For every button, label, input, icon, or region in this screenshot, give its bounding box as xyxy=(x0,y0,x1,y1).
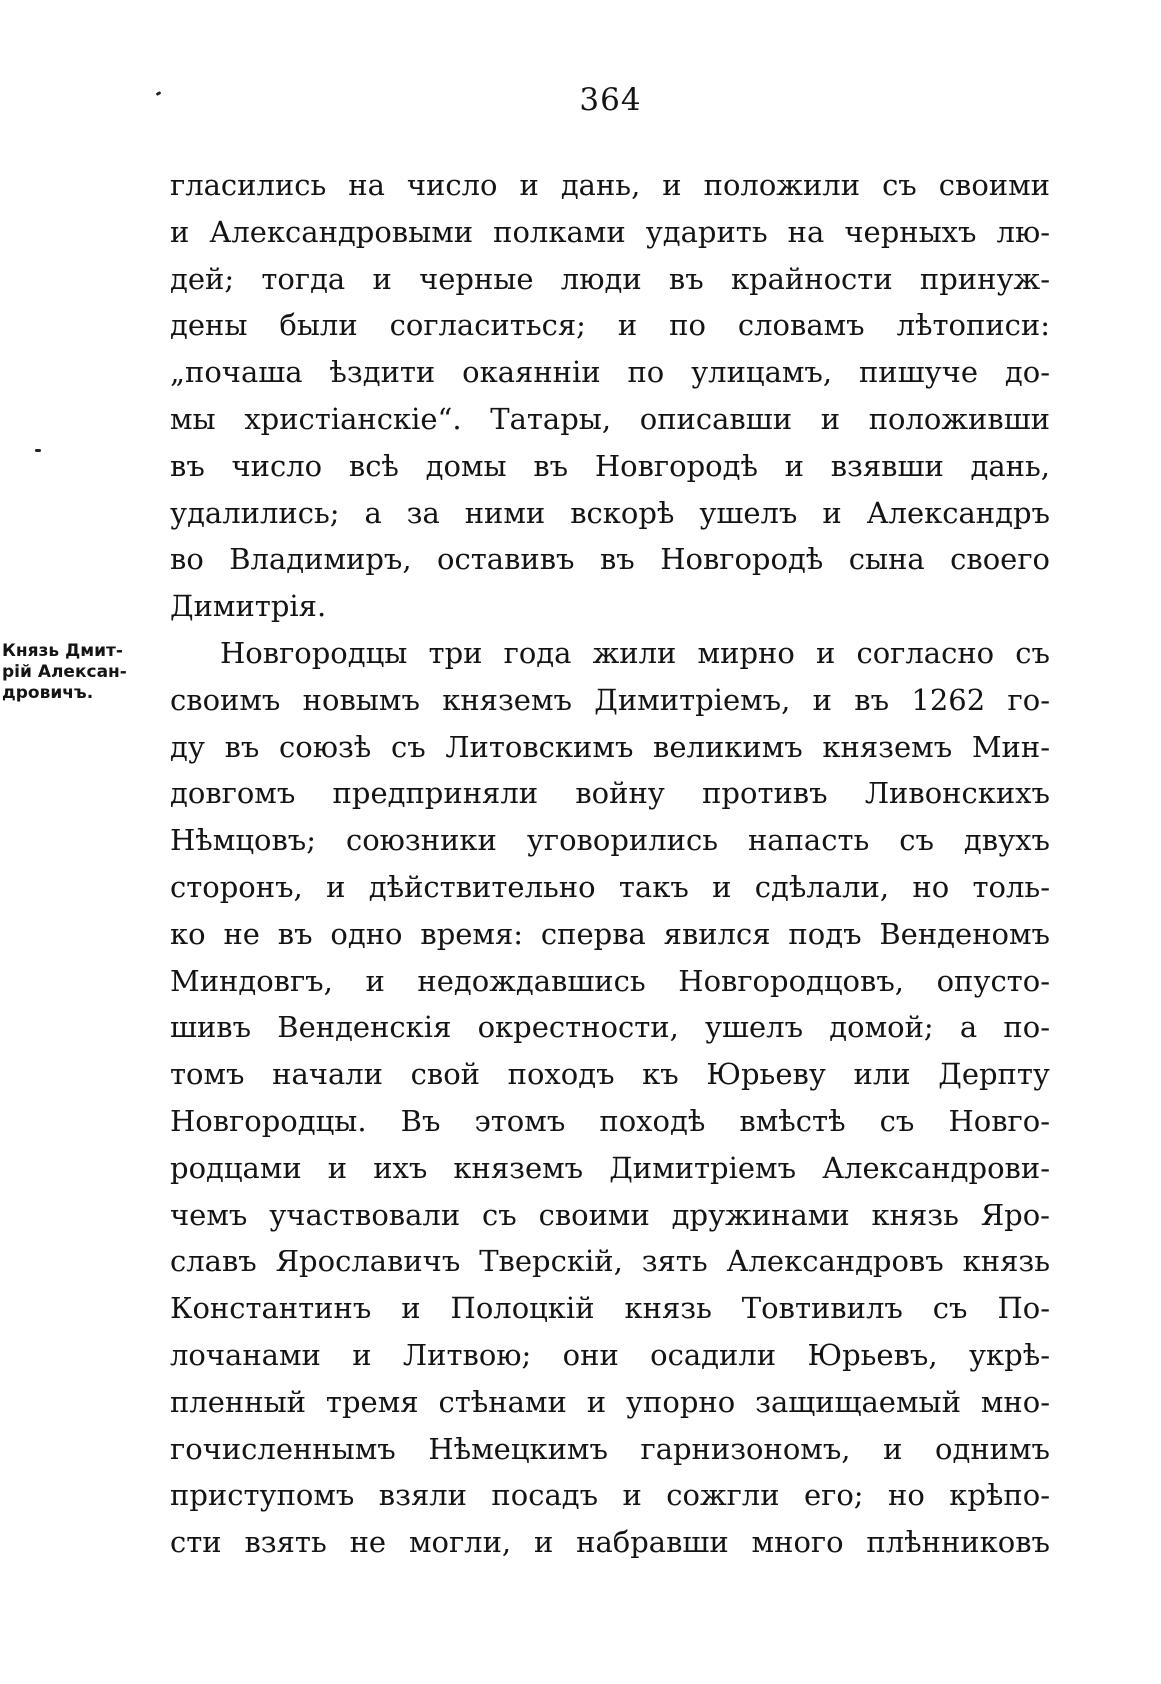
text-line: своимъ новымъ княземъ Димитрiемъ, и въ 1262 го- xyxy=(170,682,1050,717)
text-line: дей; тогда и черные люди въ крайности принуж- xyxy=(170,261,1050,296)
text-line: Димитрiя. xyxy=(170,589,327,624)
text-line: приступомъ взяли посадъ и сожгли его; но крѣпо- xyxy=(170,1478,1050,1513)
text-line: Новгородцы. Въ этомъ походѣ вмѣстѣ съ Новго- xyxy=(170,1103,1050,1138)
text-line: удалились; а за ними вскорѣ ушелъ и Александръ xyxy=(170,495,1050,530)
text-line: Константинъ и Полоцкiй князь Товтивилъ съ По- xyxy=(170,1291,1050,1326)
ink-speck xyxy=(35,449,41,452)
text-line: Миндовгъ, и недождавшись Новгородцовъ, опусто- xyxy=(170,963,1050,998)
text-line: сторонъ, и дѣйствительно такъ и сдѣлали, но толь- xyxy=(170,869,1050,904)
paragraph-1 xyxy=(170,162,1050,630)
marginal-note-line: Князь Дмит- xyxy=(2,641,123,661)
text-line: Новгородцы три года жили мирно и согласно съ xyxy=(220,635,1050,670)
text-line: ко не въ одно время: сперва явился подъ Венденомъ xyxy=(170,916,1050,951)
text-line: лочанами и Литвою; они осадили Юрьевъ, укрѣ- xyxy=(170,1337,1050,1372)
text-line: ду въ союзѣ съ Литовскимъ великимъ княземъ Мин- xyxy=(170,729,1050,764)
marginal-note-line: рій Алексан- xyxy=(2,662,127,682)
text-line: гочисленнымъ Нѣмецкимъ гарнизономъ, и однимъ xyxy=(170,1431,1050,1466)
text-line: Нѣмцовъ; союзники уговорились напасть съ двухъ xyxy=(170,823,1050,858)
text-line: „почаша ѣздити окаяннiи по улицамъ, пишуче до- xyxy=(170,355,1050,390)
marginal-note xyxy=(2,641,162,704)
text-line: сти взять не могли, и набравши много плѣнниковъ xyxy=(170,1525,1050,1560)
text-line: чемъ участвовали съ своими дружинами князь Яро- xyxy=(170,1197,1050,1232)
text-line: дены были согласиться; и по словамъ лѣтописи: xyxy=(170,308,1050,343)
text-line: славъ Ярославичъ Тверскiй, зять Александровъ князь xyxy=(170,1244,1050,1279)
page-number: 364 xyxy=(579,82,642,118)
text-line: довгомъ предприняли войну противъ Ливонскихъ xyxy=(170,776,1050,811)
text-line: мы христiанскiе“. Татары, описавши и положивши xyxy=(170,401,1050,436)
text-line: и Александровыми полками ударить на черныхъ лю- xyxy=(170,214,1050,249)
text-line: гласились на число и дань, и положили съ своими xyxy=(170,168,1050,202)
text-line: пленный тремя стѣнами и упорно защищаемый мно- xyxy=(170,1384,1050,1419)
text-line: во Владимиръ, оставивъ въ Новгородѣ сына своего xyxy=(170,542,1050,577)
paragraph-2 xyxy=(170,630,1050,1566)
text-line: томъ начали свой походъ къ Юрьеву или Дерпту xyxy=(170,1057,1050,1092)
marginal-note-line: дровичъ. xyxy=(2,683,94,703)
body-text xyxy=(170,162,1050,1566)
text-line: шивъ Венденскiя окрестности, ушелъ домой; а по- xyxy=(170,1010,1050,1045)
text-line: въ число всѣ домы въ Новгородѣ и взявши дань, xyxy=(170,448,1050,483)
text-line: родцами и ихъ княземъ Димитрiемъ Александрови- xyxy=(170,1150,1050,1185)
